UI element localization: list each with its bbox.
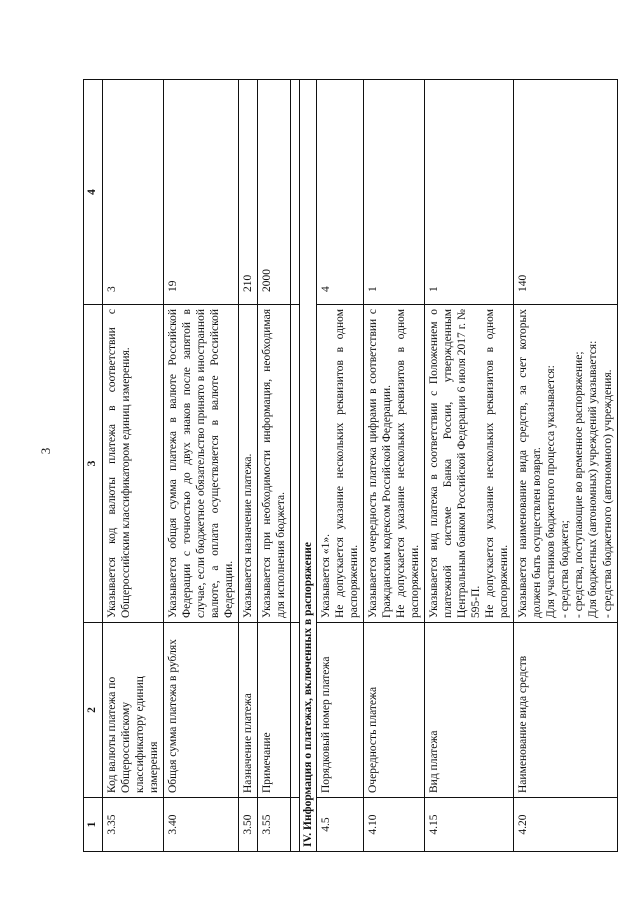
table-row	[514, 80, 617, 852]
row-number: 3.55	[258, 798, 291, 852]
row-value: 2000	[258, 80, 291, 305]
table-row	[317, 80, 364, 852]
row-value: 1	[364, 80, 425, 305]
row-number: 3.40	[164, 798, 239, 852]
description-line: - средства бюджета;	[559, 520, 572, 618]
requisites-table	[83, 79, 618, 852]
description-line: - средства бюджетного (автономного) учреждения.	[601, 369, 614, 618]
header-col-1: 1	[84, 798, 103, 852]
row-value: 3	[103, 80, 164, 305]
header-col-2: 2	[84, 623, 103, 798]
section-row	[300, 80, 317, 852]
description-line: Указывается «1».	[320, 534, 333, 618]
row-value: 19	[164, 80, 239, 305]
header-row	[84, 80, 103, 852]
header-col-3: 3	[84, 305, 103, 623]
row-name: Код валюты платежа по Общероссийскому классификатору единиц измерения	[103, 623, 164, 798]
row-description	[317, 305, 364, 623]
table-row	[239, 80, 258, 852]
row-name: Примечание	[258, 623, 291, 798]
row-description	[425, 305, 514, 623]
row-description	[364, 305, 425, 623]
description-line: Не допускается указание нескольких реквизитов в одном распоряжении.	[334, 309, 361, 618]
table-row	[425, 80, 514, 852]
row-value: 1	[425, 80, 514, 305]
row-number: 3.50	[239, 798, 258, 852]
row-name: Очередность платежа	[364, 623, 425, 798]
row-value: 210	[239, 80, 258, 305]
description-line: Указывается очередность платежа цифрами в соответствии с Гражданским кодексом Российской Федерации.	[367, 309, 394, 618]
page-number: 3	[38, 447, 53, 455]
description-line: Не допускается указание нескольких реквизитов в одном распоряжении.	[395, 309, 422, 618]
row-name: Вид платежа	[425, 623, 514, 798]
description-line: Указывается наименование вида средств, за счет которых должен быть осуществлен возврат.	[517, 309, 544, 618]
row-description: Указывается при необходимости информация, необходимая для исполнения бюджета.	[258, 305, 291, 623]
row-number: 4.5	[317, 798, 364, 852]
section-title: IV. Информация о платежах, включенных в распоряжение	[300, 80, 317, 852]
header-col-4: 4	[84, 80, 103, 305]
row-name: Порядковый номер платежа	[317, 623, 364, 798]
row-number: 4.10	[364, 798, 425, 852]
table-row	[364, 80, 425, 852]
description-line: Для участников бюджетного процесса указывается:	[545, 365, 558, 618]
spacer-row	[291, 80, 300, 852]
row-description: Указывается код валюты платежа в соответствии с Общероссийским классификатором единиц измерения.	[103, 305, 164, 623]
row-name: Наименование вида средств	[514, 623, 617, 798]
table-row	[164, 80, 239, 852]
row-number: 3.35	[103, 798, 164, 852]
row-name: Общая сумма платежа в рублях	[164, 623, 239, 798]
description-line: Указывается вид платежа в соответствии с Положением о платежной системе Банка России, утвержденным Центральным банком Российской Федерации 6 июля 2017 г. № 595-П.	[428, 309, 483, 618]
table-row	[258, 80, 291, 852]
rotated-table-container	[83, 80, 640, 852]
row-number: 4.20	[514, 798, 617, 852]
row-value: 4	[317, 80, 364, 305]
row-description	[514, 305, 617, 623]
row-number: 4.15	[425, 798, 514, 852]
description-line: Не допускается указание нескольких реквизитов в одном распоряжении.	[484, 309, 511, 618]
description-line: Для бюджетных (автономных) учреждений указывается:	[587, 340, 600, 618]
table-row	[103, 80, 164, 852]
row-description: Указывается назначение платежа.	[239, 305, 258, 623]
row-name: Назначение платежа	[239, 623, 258, 798]
row-value: 140	[514, 80, 617, 305]
description-line: - средства, поступающие во временное распоряжение;	[573, 351, 586, 618]
row-description: Указывается общая сумма платежа в валюте Российской Федерации с точностью до двух знаков после запятой в случае, если бюджетное обязательство принято в иностранной валюте, а оплата осуществляется в валюте Российской Федерации.	[164, 305, 239, 623]
